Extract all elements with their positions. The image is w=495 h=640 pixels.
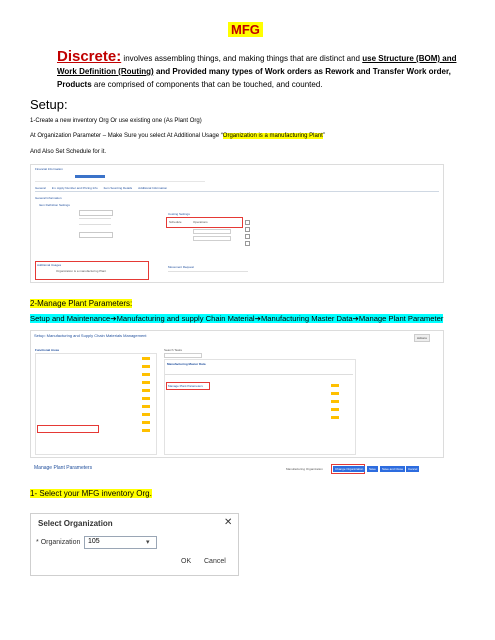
tab-divider bbox=[35, 191, 439, 192]
selected-area-highlight[interactable] bbox=[37, 425, 99, 433]
status-bar bbox=[331, 400, 339, 403]
mfg-plant-option[interactable]: Organization is a manufacturing Plant bbox=[56, 269, 107, 273]
field-line bbox=[168, 271, 248, 272]
intro-text2: are comprised of components that can be touched, and counted. bbox=[91, 80, 323, 89]
save-close-button[interactable]: Save and Close bbox=[382, 467, 404, 471]
movement-request-section: Movement Request bbox=[168, 265, 195, 269]
org-fields-block bbox=[35, 174, 215, 184]
status-bar bbox=[142, 373, 150, 376]
costing-section: Costing Settings bbox=[168, 212, 190, 216]
intro-paragraph bbox=[57, 50, 457, 91]
checkbox[interactable] bbox=[245, 241, 250, 246]
select-organization-dialog bbox=[30, 513, 239, 576]
step-1-text: 1-Create a new inventory Org Or use existing one (As Plant Org) bbox=[30, 118, 202, 124]
status-bar bbox=[142, 365, 150, 368]
save-button[interactable]: Save bbox=[369, 467, 376, 471]
costing-fields bbox=[171, 229, 231, 241]
search-tasks-label: Search Tasks bbox=[164, 348, 182, 352]
org-label: Organization bbox=[40, 539, 81, 546]
status-bar bbox=[142, 397, 150, 400]
tasks-panel bbox=[164, 359, 356, 455]
step-3-text: And Also Set Schedule for it. bbox=[30, 149, 107, 155]
setup-heading: Setup: bbox=[30, 97, 68, 112]
checkbox[interactable] bbox=[245, 227, 250, 232]
tasks-list-header: Manufacturing Master Data bbox=[167, 362, 206, 366]
functional-areas-header: Functional Areas bbox=[35, 348, 60, 352]
selected-field bbox=[75, 175, 105, 178]
general-info-section: General Information bbox=[35, 196, 62, 200]
checkbox[interactable] bbox=[245, 220, 250, 225]
financial-info-header: Financial Information bbox=[35, 167, 63, 171]
setup-maintenance-screenshot bbox=[30, 330, 444, 458]
field-input[interactable] bbox=[79, 232, 113, 238]
status-bar bbox=[142, 429, 150, 432]
status-bar bbox=[331, 408, 339, 411]
ok-button[interactable]: OK bbox=[181, 558, 192, 565]
search-input[interactable] bbox=[164, 353, 202, 358]
field-input[interactable] bbox=[193, 229, 231, 234]
checkbox[interactable] bbox=[245, 234, 250, 239]
step-2-prefix: At Organization Parameter – Make Sure you select At Additional Usage “ bbox=[30, 133, 223, 139]
actions-button[interactable]: Actions bbox=[414, 334, 430, 342]
status-bar bbox=[142, 421, 150, 424]
tab-inv-apply[interactable]: Inv. Apply Number and Pricing Info bbox=[51, 186, 98, 190]
checkbox-column bbox=[245, 220, 285, 244]
navigation-path: Setup and Maintenance➔Manufacturing and supply Chain Material➔Manufacturing Master Data➔Manage Plant Parameter bbox=[30, 314, 444, 323]
status-bar bbox=[331, 416, 339, 419]
intro-lead: Discrete: bbox=[57, 48, 122, 65]
functional-areas-list bbox=[35, 353, 157, 455]
section-2-heading: 2-Manage Plant Parameters: bbox=[30, 299, 133, 308]
dropdown-icon[interactable]: ▾ bbox=[146, 539, 150, 546]
change-org-button[interactable]: Change Organization bbox=[335, 467, 364, 471]
dialog-cancel-button[interactable]: Cancel bbox=[204, 558, 226, 565]
setup-title: Setup: Manufacturing and Supply Chain Materials Management bbox=[34, 333, 147, 338]
step-2-text bbox=[30, 133, 325, 139]
manage-plant-strip bbox=[30, 463, 442, 473]
select-step-text: 1- Select your MFG inventory Org. bbox=[30, 489, 152, 498]
status-bar bbox=[142, 405, 150, 408]
table-divider bbox=[165, 374, 353, 375]
org-parameters-screenshot bbox=[30, 164, 444, 283]
field-input[interactable] bbox=[79, 210, 113, 216]
org-input[interactable] bbox=[84, 536, 157, 549]
intro-bold1: use Structure (BOM) and Work Definition (Routing) bbox=[57, 54, 457, 76]
close-icon[interactable]: ✕ bbox=[224, 517, 233, 528]
status-bar bbox=[142, 389, 150, 392]
dialog-title: Select Organization bbox=[38, 519, 113, 528]
field-input[interactable] bbox=[193, 236, 231, 241]
item-definition-section: Item Definition Settings bbox=[39, 203, 70, 207]
additional-usages-box bbox=[35, 261, 149, 280]
step-2-highlight: Organization is a manufacturing Plant bbox=[222, 133, 323, 139]
status-bar bbox=[142, 381, 150, 384]
schedule-label: Schedule bbox=[169, 220, 182, 224]
status-bar bbox=[142, 357, 150, 360]
param-tabs bbox=[35, 186, 167, 190]
step-2-suffix: ” bbox=[322, 133, 325, 139]
intro-bold2: and Provided many types of Work orders as Rework and Transfer Work order, Products bbox=[57, 67, 451, 89]
org-field-row: * Organization bbox=[36, 539, 81, 546]
org-input-value: 105 bbox=[88, 538, 100, 545]
tab-general[interactable]: General bbox=[35, 186, 46, 190]
mfg-org-label: Manufacturing Organization bbox=[286, 467, 323, 471]
cancel-button[interactable]: Cancel bbox=[408, 467, 418, 471]
schedule-value[interactable]: Operations bbox=[193, 220, 208, 224]
status-bar bbox=[331, 392, 339, 395]
highlighted-task-label: Manage Plant Parameters bbox=[168, 384, 203, 388]
status-bar bbox=[331, 384, 339, 387]
tab-item-sourcing[interactable]: Item Sourcing Details bbox=[103, 186, 133, 190]
tab-additional-info[interactable]: Additional Information bbox=[138, 186, 168, 190]
field-line bbox=[79, 224, 111, 225]
item-definition-fields bbox=[39, 210, 159, 242]
document-title: MFG bbox=[228, 22, 263, 37]
field-divider bbox=[35, 181, 205, 182]
schedule-highlight bbox=[166, 217, 243, 228]
intro-text1: involves assembling things, and making things that are distinct and bbox=[121, 54, 363, 63]
additional-usages-label: Additional Usages bbox=[37, 263, 62, 267]
field-line bbox=[79, 218, 111, 219]
status-bar bbox=[142, 413, 150, 416]
manage-plant-title: Manage Plant Parameters bbox=[34, 465, 93, 471]
plant-params-task-highlight[interactable] bbox=[166, 382, 210, 390]
